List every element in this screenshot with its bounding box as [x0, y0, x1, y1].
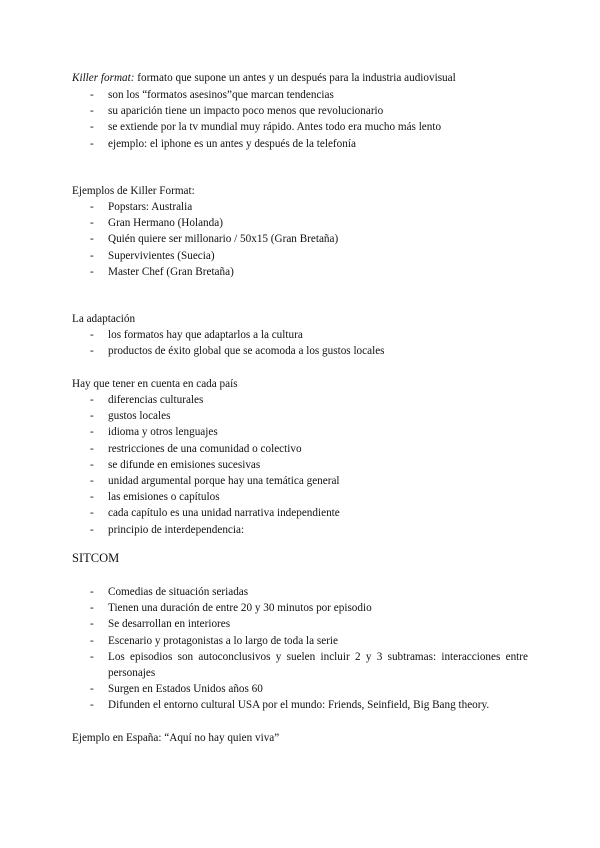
list-item: - las emisiones o capítulos	[0, 489, 600, 505]
bullet-dash: -	[90, 507, 94, 520]
examples-heading: Ejemplos de Killer Format:	[72, 185, 195, 197]
bullet-dash: -	[90, 233, 94, 246]
list-item: - Comedias de situación seriadas	[0, 584, 600, 600]
bullet-dash: -	[90, 602, 94, 615]
bullet-dash: -	[90, 249, 94, 262]
bullet-dash: -	[90, 394, 94, 406]
bullet-dash: -	[90, 458, 94, 471]
list-item: - idioma y otros lenguajes	[0, 424, 600, 440]
list-item: - unidad argumental porque hay una temática general	[0, 473, 600, 489]
sitcom-list	[0, 584, 600, 714]
list-item: - restricciones de una comunidad o colectivo	[0, 441, 600, 457]
bullet-dash: -	[90, 475, 94, 488]
bullet-dash: -	[90, 683, 94, 696]
bullet-dash: -	[90, 329, 94, 341]
killer-format-term: Killer format:	[72, 72, 135, 84]
bullet-dash: -	[90, 345, 94, 358]
list-item: - principio de interdependencia:	[0, 522, 600, 538]
examples-list	[0, 199, 600, 280]
bullet-dash: -	[90, 650, 94, 663]
list-item: - Se desarrollan en interiores	[0, 616, 600, 632]
list-item: - ejemplo: el iphone es un antes y después de la telefonía	[0, 136, 600, 152]
bullet-dash: -	[90, 618, 94, 631]
bullet-dash: -	[90, 491, 94, 504]
bullet-dash: -	[90, 634, 94, 647]
list-item: - Surgen en Estados Unidos años 60	[0, 681, 600, 697]
bullet-dash: -	[90, 586, 94, 598]
bullet-dash: -	[90, 201, 94, 213]
list-item: - se extiende por la tv mundial muy rápido. Antes todo era mucho más lento	[0, 119, 600, 135]
killer-format-definition-text: formato que supone un antes y un después para la industria audiovisual	[134, 72, 456, 84]
list-item: - gustos locales	[0, 408, 600, 424]
killer-format-list	[0, 87, 600, 152]
list-item: - diferencias culturales	[0, 392, 600, 408]
bullet-dash: -	[90, 89, 94, 101]
bullet-dash: -	[90, 442, 94, 455]
consider-heading: Hay que tener en cuenta en cada país	[72, 378, 238, 390]
bullet-dash: -	[90, 265, 94, 278]
list-item: - su aparición tiene un impacto poco menos que revolucionario	[0, 103, 600, 119]
list-item: - Supervivientes (Suecia)	[0, 248, 600, 264]
bullet-dash: -	[90, 523, 94, 536]
list-item: - Quién quiere ser millonario / 50x15 (Gran Bretaña)	[0, 231, 600, 247]
list-item: - son los “formatos asesinos”que marcan tendencias	[0, 87, 600, 103]
list-item: - se difunde en emisiones sucesivas	[0, 457, 600, 473]
bullet-dash: -	[90, 105, 94, 118]
bullet-dash: -	[90, 217, 94, 230]
bullet-dash: -	[90, 137, 94, 150]
list-item: - Escenario y protagonistas a lo largo de toda la serie	[0, 633, 600, 649]
list-item: - Los episodios son autoconclusivos y suelen incluir 2 y 3 subtramas: interacciones entre personajes	[90, 650, 528, 680]
list-item: - Tienen una duración de entre 20 y 30 minutos por episodio	[0, 600, 600, 616]
list-item: - productos de éxito global que se acomoda a los gustos locales	[0, 343, 600, 359]
spain-example: Ejemplo en España: “Aquí no hay quien viva”	[72, 732, 280, 744]
sitcom-heading: SITCOM	[72, 551, 120, 565]
list-item: - Popstars: Australia	[0, 199, 600, 215]
bullet-dash: -	[90, 699, 94, 712]
killer-format-definition	[72, 70, 456, 86]
list-item: - Master Chef (Gran Bretaña)	[0, 264, 600, 280]
adaptation-list	[0, 327, 600, 359]
bullet-dash: -	[90, 121, 94, 134]
adaptation-heading: La adaptación	[72, 313, 136, 325]
list-item: - Gran Hermano (Holanda)	[0, 215, 600, 231]
list-item: - cada capítulo es una unidad narrativa independiente	[0, 505, 600, 521]
bullet-dash: -	[90, 410, 94, 423]
list-item: - Difunden el entorno cultural USA por el mundo: Friends, Seinfield, Big Bang theory.	[0, 697, 600, 713]
list-item: - los formatos hay que adaptarlos a la cultura	[0, 327, 600, 343]
bullet-dash: -	[90, 426, 94, 439]
consider-list	[0, 392, 600, 538]
